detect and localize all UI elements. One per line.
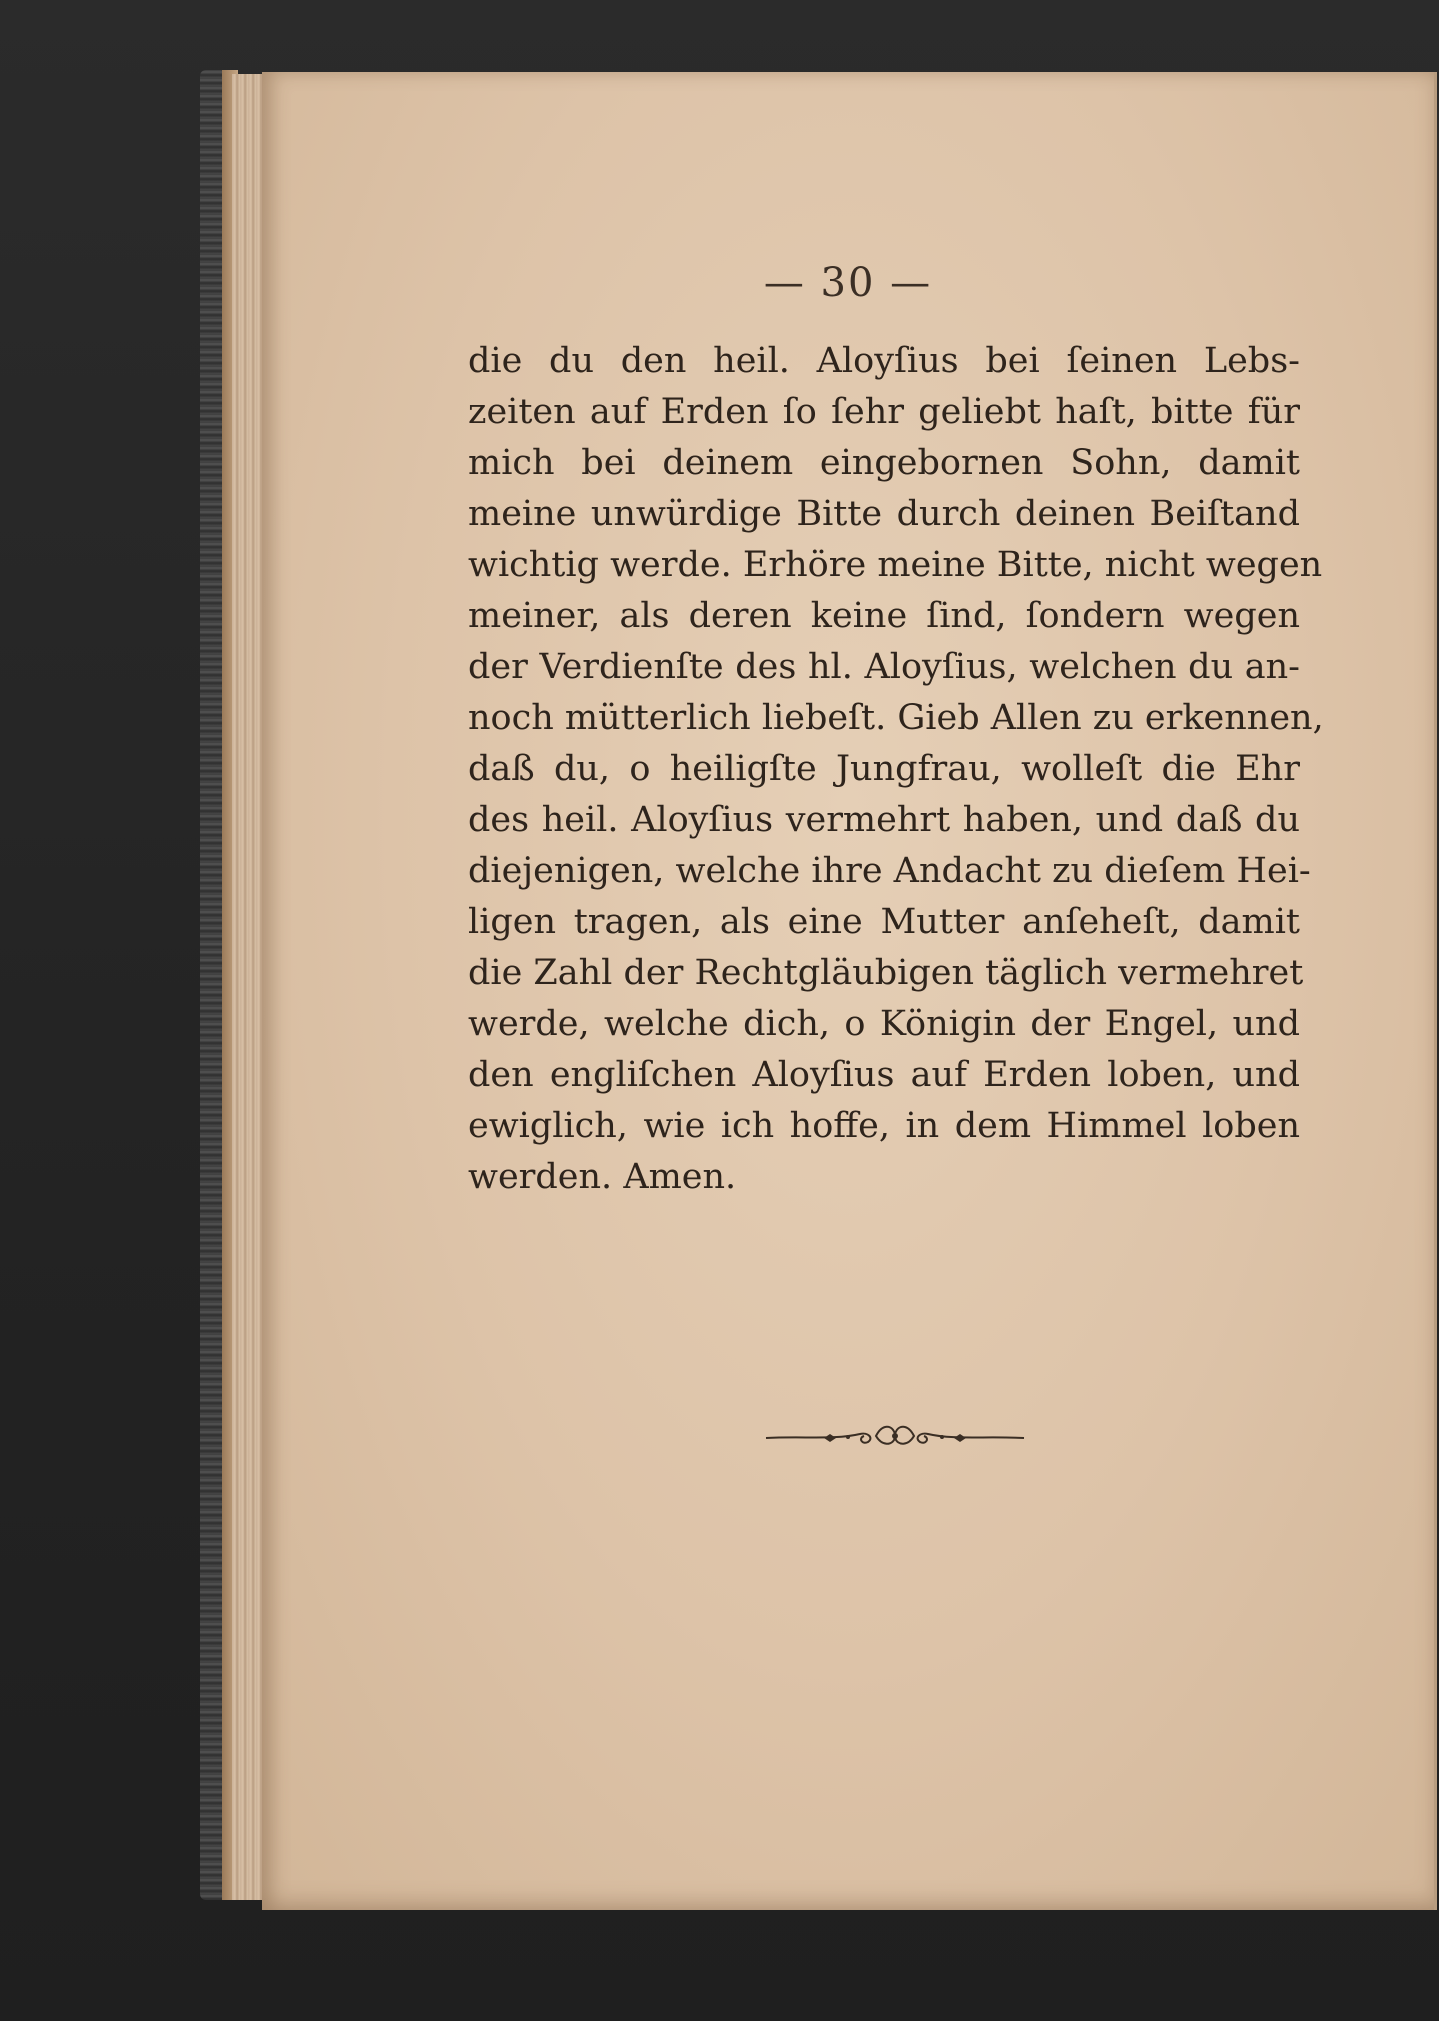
text-line: den engliſchen Aloyſius auf Erden loben, und (468, 1055, 1300, 1095)
text-line: daß du, o heiligſte Jungfrau, wolleſt die Ehr (468, 749, 1300, 789)
text-line: die Zahl der Rechtgläubigen täglich vermehret (468, 953, 1304, 993)
text-line: ewiglich, wie ich hoffe, in dem Himmel loben (468, 1106, 1300, 1146)
text-line: diejenigen, welche ihre Andacht zu dieſem Hei- (468, 851, 1311, 891)
text-line: ligen tragen, als eine Mutter anſeheſt, damit (468, 902, 1300, 942)
book-page (262, 72, 1437, 1910)
text-line: meiner, als deren keine ſind, ſondern wegen (468, 596, 1300, 636)
text-line: der Verdienſte des hl. Aloyſius, welchen du an- (468, 647, 1300, 687)
text-line: werde, welche dich, o Königin der Engel, und (468, 1004, 1300, 1044)
text-line: zeiten auf Erden ſo ſehr geliebt haſt, bitte für (468, 392, 1300, 432)
text-line: noch mütterlich liebeſt. Gieb Allen zu erkennen, (468, 698, 1324, 738)
text-line: werden. Amen. (468, 1157, 737, 1197)
text-line: des heil. Aloyſius vermehrt haben, und daß du (468, 800, 1300, 840)
ornament-divider (764, 1416, 1026, 1456)
text-line: wichtig werde. Erhöre meine Bitte, nicht wegen (468, 545, 1323, 585)
text-line: die du den heil. Aloyſius bei ſeinen Lebs- (468, 341, 1300, 381)
text-line: meine unwürdige Bitte durch deinen Beiſtand (468, 494, 1300, 534)
text-line: mich bei deinem eingebornen Sohn, damit (468, 443, 1300, 483)
page-number: — 30 — (763, 260, 933, 306)
prayer-text-block (468, 336, 1324, 1203)
